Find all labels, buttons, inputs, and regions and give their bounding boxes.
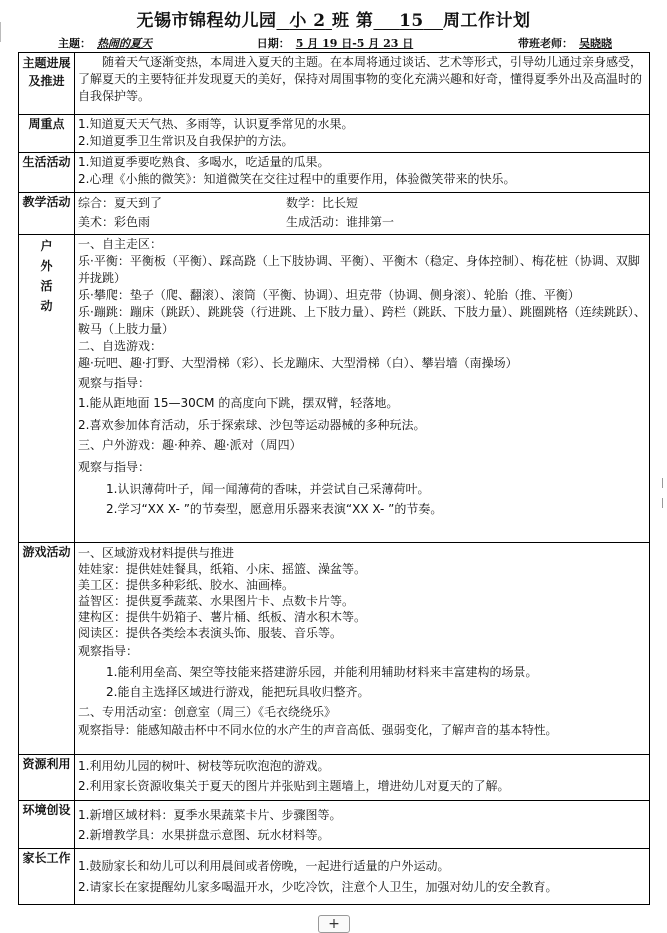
list-item: 1.利用幼儿园的树叶、树枝等玩吹泡泡的游戏。	[78, 759, 330, 773]
page-title	[0, 6, 667, 31]
row-label: 周重点	[19, 115, 75, 153]
add-page-button[interactable]: +	[318, 915, 350, 933]
list-item: 观察与指导：	[78, 460, 151, 474]
theme-text: 随着天气逐渐变热，本周进入夏天的主题。在本周将通过谈话、艺术等形式，引导幼儿通过亲身感受，了解夏天的主要特征并发现夏天的美好，保持对周围事物的变化充满兴趣和好奇，懂得夏季外出及高温时的自我保护等。	[75, 53, 650, 115]
title-suffix: 周工作计划	[443, 11, 531, 31]
table-row	[19, 849, 650, 905]
class-suffix: 班 第	[331, 11, 374, 31]
list-item: 2.新增教学具：水果拼盘示意图、玩水材料等。	[78, 828, 330, 842]
subtitle-bar	[58, 35, 618, 51]
table-row	[19, 543, 650, 755]
table-row	[19, 53, 650, 115]
teach-item: 综合：夏天到了	[78, 196, 163, 210]
list-item: 乐·攀爬：垫子（爬、翻滚）、滚筒（平衡、协调）、坦克带（协调、侧身滚）、轮胎（推、平衡）	[78, 288, 580, 302]
list-item: 观察指导：	[78, 644, 139, 658]
table-row	[19, 153, 650, 193]
list-item: 1.知道夏天天气热、多雨等，认识夏季常见的水果。	[78, 117, 354, 131]
row-content	[75, 801, 650, 849]
list-item: 益智区：提供夏季蔬菜、水果图片卡、点数卡片等。	[78, 594, 355, 608]
row-label: 教学活动	[19, 193, 75, 235]
teach-item: 美术：彩色雨	[78, 215, 151, 229]
list-item: 2.能自主选择区域进行游戏，能把玩具收归整齐。	[106, 685, 370, 699]
list-item: 阅读区：提供各类绘本表演头饰、服装、音乐等。	[78, 626, 343, 640]
list-item: 一、区域游戏材料提供与推进	[78, 546, 235, 560]
row-content	[75, 153, 650, 193]
list-item: 二、专用活动室：创意室（周三）《毛衣绕绕乐》	[78, 705, 337, 719]
table-row	[19, 193, 650, 235]
row-content	[75, 543, 650, 755]
list-item: 1.认识薄荷叶子，闻一闻薄荷的香味，并尝试自己采薄荷叶。	[106, 482, 430, 496]
list-item: 娃娃家：提供娃娃餐具，纸箱、小床、摇篮、澡盆等。	[78, 562, 367, 576]
list-item: 美工区：提供多种彩纸、胶水、油画棒。	[78, 578, 295, 592]
list-item: 2.知道夏季卫生常识及自我保护的方法。	[78, 134, 294, 148]
row-label: 主题进展及推进	[19, 53, 75, 115]
list-item: 2.学习“XX X- ”的节奏型，愿意用乐器来表演“XX X- ”的节奏。	[106, 502, 443, 516]
page-edge-mark	[662, 498, 667, 508]
list-item: 1.知道夏季要吃熟食、多喝水，吃适量的瓜果。	[78, 155, 330, 169]
list-item: 2.心理《小熊的微笑》：知道微笑在交往过程中的重要作用，体验微笑带来的快乐。	[78, 172, 516, 186]
list-item: 三、户外游戏：趣·种养、趣·派对（周四）	[78, 438, 302, 452]
table-row	[19, 235, 650, 543]
row-label: 环境创设	[19, 801, 75, 849]
list-item: 二、自选游戏：	[78, 339, 163, 353]
list-item: 趣·玩吧、趣·打野、大型滑梯（彩）、长龙蹦床、大型滑梯（白）、攀岩墙（南操场）	[78, 356, 518, 370]
list-item: 1.能利用垒高、架空等技能来搭建游乐园，并能利用辅助材料来丰富建构的场景。	[106, 665, 538, 679]
list-item: 2.喜欢参加体育活动，乐于探索球、沙包等运动器械的多种玩法。	[78, 418, 426, 432]
list-item: 乐·蹦跳：蹦床（跳跃）、跳跳袋（行进跳、上下肢力量）、跨栏（跳跃、下肢力量）、跳圈跳格（连续跳跃）、鞍马（上肢力量）	[78, 305, 646, 336]
teach-item: 数学：比长短	[286, 196, 359, 210]
week-number: 15	[399, 11, 424, 31]
table-row	[19, 755, 650, 801]
row-content	[75, 193, 650, 235]
theme-field: 主题： 热闹的夏天	[58, 37, 152, 50]
list-item: 1.新增区域材料：夏季水果蔬菜卡片、步骤图等。	[78, 808, 342, 822]
teach-item: 生成活动：谁排第一	[286, 215, 395, 229]
row-label: 生活活动	[19, 153, 75, 193]
list-item: 2.请家长在家提醒幼儿家多喝温开水，少吃冷饮，注意个人卫生，加强对幼儿的安全教育。	[78, 879, 558, 894]
row-content	[75, 755, 650, 801]
weekly-plan-table	[18, 52, 650, 905]
row-label: 家长工作	[19, 849, 75, 905]
page-edge-mark	[662, 478, 667, 488]
row-label: 游戏活动	[19, 543, 75, 755]
row-label: 资源利用	[19, 755, 75, 801]
list-item: 一、自主走区：	[78, 237, 163, 251]
row-label: 户外活动	[19, 235, 75, 543]
list-item: 2.利用家长资源收集关于夏天的图片并张贴到主题墙上，增进幼儿对夏天的了解。	[78, 779, 510, 793]
date-field: 日期： 5 月 19 日-5 月 23 日	[256, 37, 414, 50]
list-item: 观察与指导：	[78, 376, 151, 390]
class-name: 小 2	[289, 11, 326, 31]
row-content	[75, 235, 650, 543]
list-item: 1.能从距地面 15—30CM 的高度向下跳，摆双臂，轻落地。	[78, 396, 399, 410]
table-row	[19, 115, 650, 153]
row-content	[75, 115, 650, 153]
list-item: 建构区：提供牛奶箱子、薯片桶、纸板、清水积木等。	[78, 610, 367, 624]
list-item: 观察指导：能感知敲击杯中不同水位的水产生的声音高低、强弱变化，了解声音的基本特性。	[78, 723, 558, 737]
title-prefix: 无锡市锦程幼儿园	[136, 11, 277, 31]
list-item: 1.鼓励家长和幼儿可以利用晨间或者傍晚，一起进行适量的户外运动。	[78, 858, 450, 873]
list-item: 乐·平衡：平衡板（平衡）、踩高跷（上下肢协调、平衡）、平衡木（稳定、身体控制）、梅花桩（协调、双脚并拢跳）	[78, 254, 640, 285]
teacher-field: 带班老师： 吴晓晓	[518, 37, 612, 50]
table-row	[19, 801, 650, 849]
row-content	[75, 849, 650, 905]
